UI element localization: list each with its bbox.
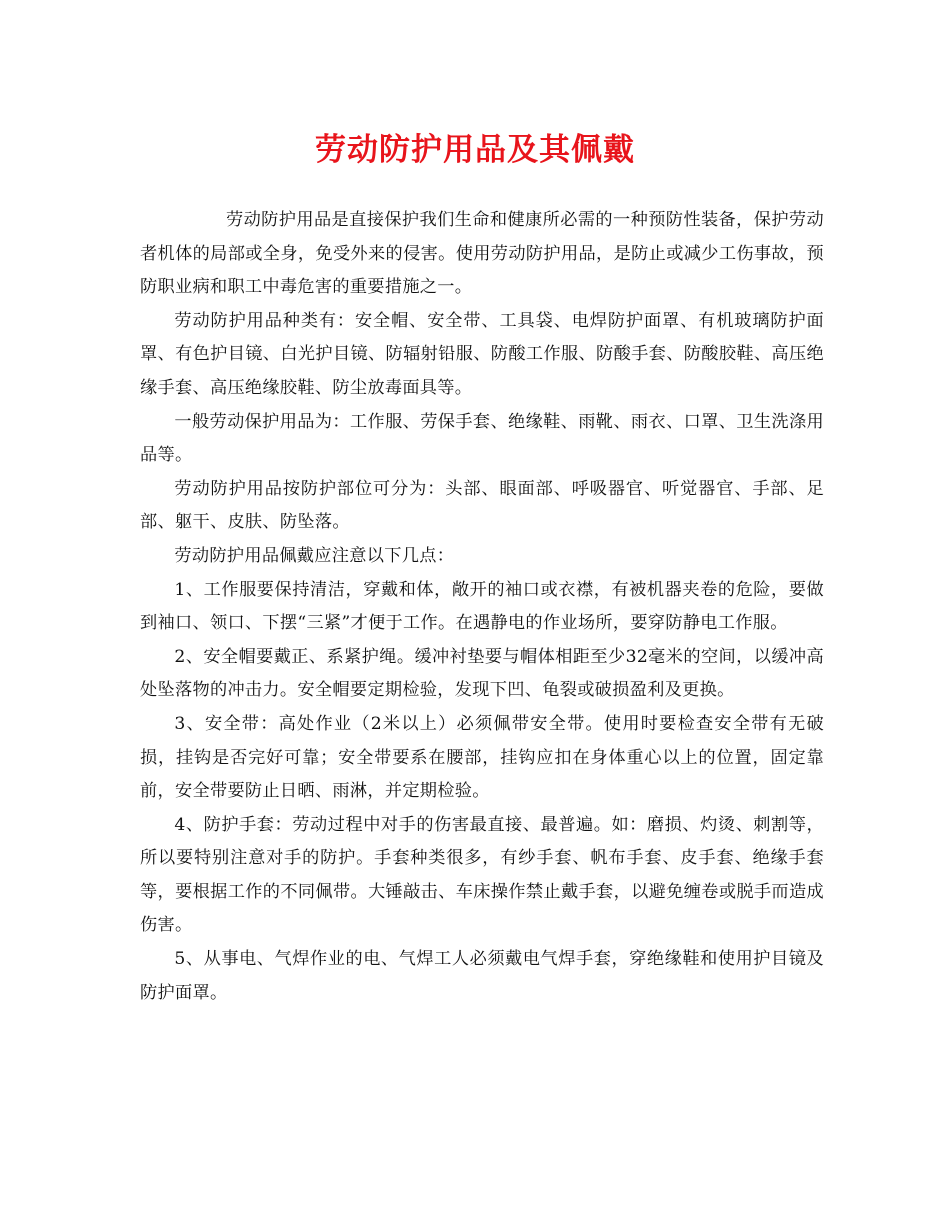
paragraph-gloves: 4、防护手套：劳动过程中对手的伤害最直接、最普遍。如：磨损、灼烫、刺割等，所以要特别注意对手的防护。手套种类很多，有纱手套、帆布手套、皮手套、绝缘手套等，要根据工作的不同佩带。大锤敲击、车床操作禁止戴手套，以避免缠卷或脱手而造成伤害。	[140, 814, 824, 936]
paragraph-workwear: 1、工作服要保持清洁，穿戴和体，敞开的袖口或衣襟，有被机器夹卷的危险，要做到袖口、领口、下摆“三紧”才便于工作。在遇静电的作业场所，要穿防静电工作服。	[140, 579, 824, 634]
paragraph-body-parts: 劳动防护用品按防护部位可分为：头部、眼面部、呼吸器官、听觉器官、手部、足部、躯干、皮肤、防坠落。	[140, 478, 824, 533]
paragraph-general-items: 一般劳动保护用品为：工作服、劳保手套、绝缘鞋、雨靴、雨衣、口罩、卫生洗涤用品等。	[140, 411, 824, 466]
document-body	[140, 204, 824, 1010]
paragraph-types: 劳动防护用品种类有：安全帽、安全带、工具袋、电焊防护面罩、有机玻璃防护面罩、有色护目镜、白光护目镜、防辐射铅服、防酸工作服、防酸手套、防酸胶鞋、高压绝缘手套、高压绝缘胶鞋、防尘放毒面具等。	[140, 310, 824, 398]
paragraph-safety-belt: 3、安全带：高处作业（2米以上）必须佩带安全带。使用时要检查安全带有无破损，挂钩是否完好可靠；安全带要系在腰部，挂钩应扣在身体重心以上的位置，固定靠前，安全带要防止日晒、雨淋，并定期检验。	[140, 713, 824, 802]
paragraph-welding: 5、从事电、气焊作业的电、气焊工人必须戴电气焊手套，穿绝缘鞋和使用护目镜及防护面罩。	[140, 949, 824, 1003]
paragraph-intro: 劳动防护用品是直接保护我们生命和健康所必需的一种预防性装备，保护劳动者机体的局部或全身，免受外来的侵害。使用劳动防护用品，是防止或减少工伤事故，预防职业病和职工中毒危害的重要措施之一。	[140, 210, 824, 298]
document-title: 劳动防护用品及其佩戴	[315, 132, 635, 168]
paragraph-notes-intro: 劳动防护用品佩戴应注意以下几点：	[174, 545, 455, 566]
paragraph-helmet: 2、安全帽要戴正、系紧护绳。缓冲衬垫要与帽体相距至少32毫米的空间，以缓冲高处坠落物的冲击力。安全帽要定期检验，发现下凹、龟裂或破损盈利及更换。	[140, 646, 824, 701]
